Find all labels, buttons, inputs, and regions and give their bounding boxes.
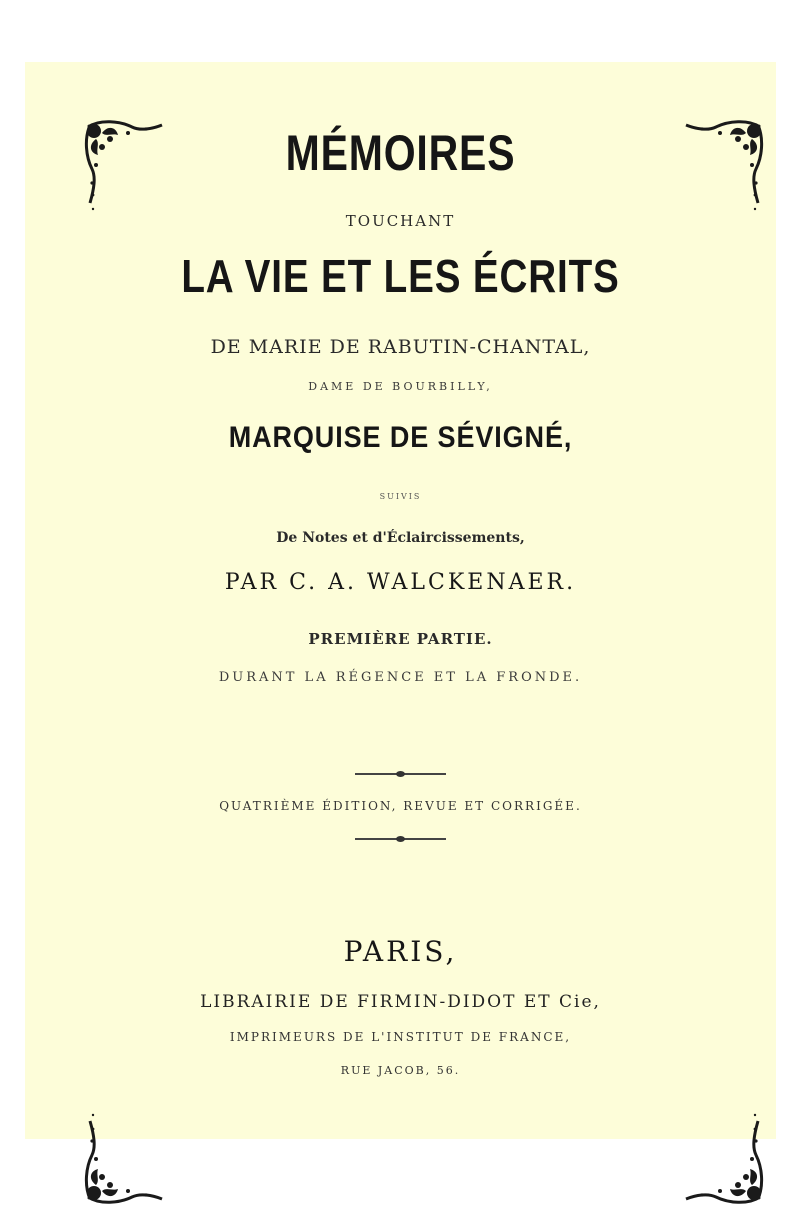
rule-ornament — [396, 836, 405, 842]
part-heading: PREMIÈRE PARTIE. — [308, 630, 493, 648]
address-line: RUE JACOB, 56. — [340, 1064, 461, 1077]
part-subtitle: DURANT LA RÉGENCE ET LA FRONDE. — [218, 670, 583, 685]
edition-line: QUATRIÈME ÉDITION, REVUE ET CORRIGÉE. — [219, 799, 582, 813]
divider-rule-top — [355, 773, 446, 775]
rule-ornament — [396, 771, 405, 777]
city-line: PARIS, — [343, 935, 458, 968]
notes-line: De Notes et d'Éclaircissements, — [276, 530, 525, 546]
book-subtitle: LA VIE ET LES ÉCRITS — [181, 250, 620, 302]
touchant-line: TOUCHANT — [345, 212, 456, 230]
corner-ornament-bottom-left-icon — [80, 1107, 170, 1207]
title-page — [25, 62, 776, 1139]
divider-rule-bottom — [355, 838, 446, 840]
suivis-line: SUIVIS — [379, 492, 422, 501]
printers-line: IMPRIMEURS DE L'INSTITUT DE FRANCE, — [229, 1030, 572, 1044]
dame-line: DAME DE BOURBILLY, — [308, 380, 493, 393]
publisher-line: LIBRAIRIE DE FIRMIN-DIDOT ET Cie, — [200, 992, 601, 1012]
marquise-title: MARQUISE DE SÉVIGNÉ, — [228, 421, 573, 454]
author-line: PAR C. A. WALCKENAER. — [224, 570, 577, 595]
book-title: MÉMOIRES — [285, 125, 516, 181]
subject-name-line: DE MARIE DE RABUTIN-CHANTAL, — [210, 336, 591, 358]
corner-ornament-bottom-right-icon — [678, 1107, 768, 1207]
